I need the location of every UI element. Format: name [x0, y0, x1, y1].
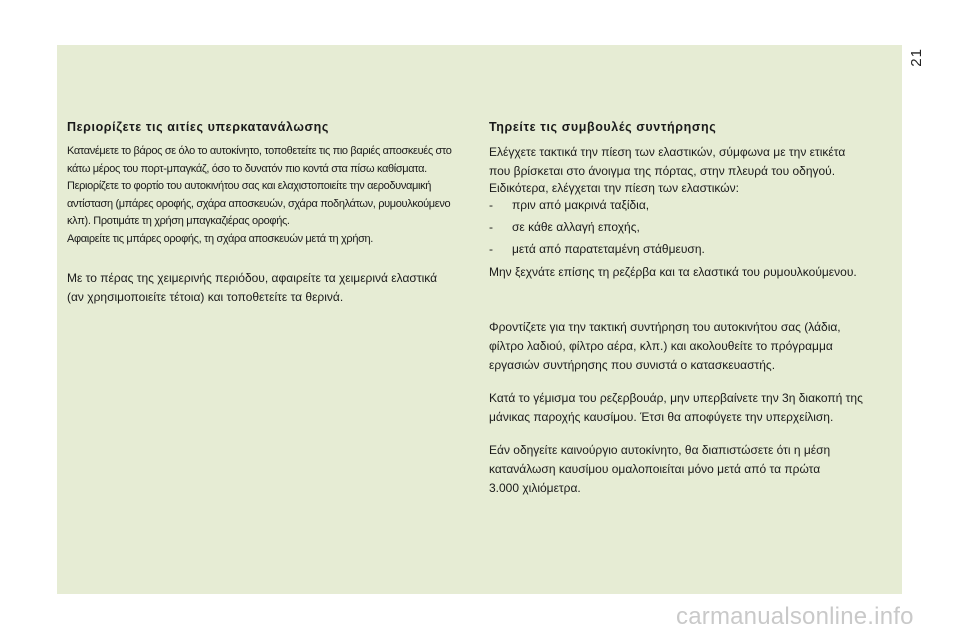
heading-maintenance-advice: Τηρείτε τις συμβουλές συντήρησης: [489, 120, 717, 134]
watermark: carmanualsonline.info: [676, 603, 914, 630]
new-car-paragraph: [489, 441, 894, 498]
small-line: αντίσταση (μπάρες οροφής, σχάρα αποσκευών, σχάρα ποδηλάτων, ρυμουλκούμενο: [67, 197, 451, 210]
spare-tyre-paragraph: [489, 263, 894, 282]
para-line: εργασιών συντήρησης που συνιστά ο κατασκευαστής.: [489, 358, 776, 372]
servicing-paragraph: [489, 318, 894, 375]
small-line: Κατανέμετε το βάρος σε όλο το αυτοκίνητο, τοποθετείτε τις πιο βαριές αποσκευές στο: [67, 145, 452, 157]
small-print-block: [67, 143, 472, 249]
left-column: [67, 120, 472, 307]
para-line: 3.000 χιλιόμετρα.: [489, 481, 581, 495]
small-line: κλπ). Προτιμάτε τη χρήση μπαγκαζιέρας οροφής.: [67, 215, 290, 228]
para-line: μάνικας παροχής καυσίμου. Έτσι θα αποφύγετε την υπερχείλιση.: [489, 410, 834, 424]
para-line: Φροντίζετε για την τακτική συντήρηση του αυτοκινήτου σας (λάδια,: [489, 320, 841, 334]
list-item: - σε κάθε αλλαγή εποχής,: [489, 218, 894, 237]
small-line: Αφαιρείτε τις μπάρες οροφής, τη σχάρα αποσκευών μετά τη χρήση.: [67, 232, 373, 245]
refuelling-paragraph: [489, 389, 894, 427]
page-number: 21: [908, 48, 925, 67]
tyre-check-list: [489, 196, 894, 259]
winter-tyres-paragraph: [67, 269, 472, 307]
list-item: - μετά από παρατεταμένη στάθμευση.: [489, 240, 894, 259]
para-line: φίλτρο λαδιού, φίλτρο αέρα, κλπ.) και ακολουθείτε το πρόγραμμα: [489, 339, 833, 353]
para-line: Ειδικότερα, ελέγχεται την πίεση των ελαστικών:: [489, 181, 739, 195]
para-line: Με το πέρας της χειμερινής περιόδου, αφαιρείτε τα χειμερινά ελαστικά: [67, 270, 438, 285]
para-line: που βρίσκεται στο άνοιγμα της πόρτας, στην πλευρά του οδηγού.: [489, 164, 836, 178]
small-line: κάτω μέρος του πορτ-μπαγκάζ, όσο το δυνατόν πιο κοντά στα πίσω καθίσματα.: [67, 162, 427, 175]
small-line: Περιορίζετε το φορτίο του αυτοκινήτου σας και ελαχιστοποιείτε την αεροδυναμική: [67, 180, 431, 193]
right-column: [489, 120, 894, 498]
para-line: κατανάλωση καυσίμου ομαλοποιείται μόνο μετά από τα πρώτα: [489, 462, 821, 476]
tyre-pressure-paragraph: [489, 143, 894, 196]
heading-reduce-overconsumption: Περιορίζετε τις αιτίες υπερκατανάλωσης: [67, 120, 329, 134]
para-line: (αν χρησιμοποιείτε τέτοια) και τοποθετείτε τα θερινά.: [67, 289, 344, 304]
para-line: Κατά το γέμισμα του ρεζερβουάρ, μην υπερβαίνετε την 3η διακοπή της: [489, 391, 863, 405]
para-line: Ελέγχετε τακτικά την πίεση των ελαστικών, σύμφωνα με την ετικέτα: [489, 145, 846, 159]
para-line: Εάν οδηγείτε καινούργιο αυτοκίνητο, θα διαπιστώσετε ότι η μέση: [489, 443, 831, 457]
para-line: Μην ξεχνάτε επίσης τη ρεζέρβα και τα ελαστικά του ρυμουλκούμενου.: [489, 265, 857, 279]
list-item: - πριν από μακρινά ταξίδια,: [489, 196, 894, 215]
